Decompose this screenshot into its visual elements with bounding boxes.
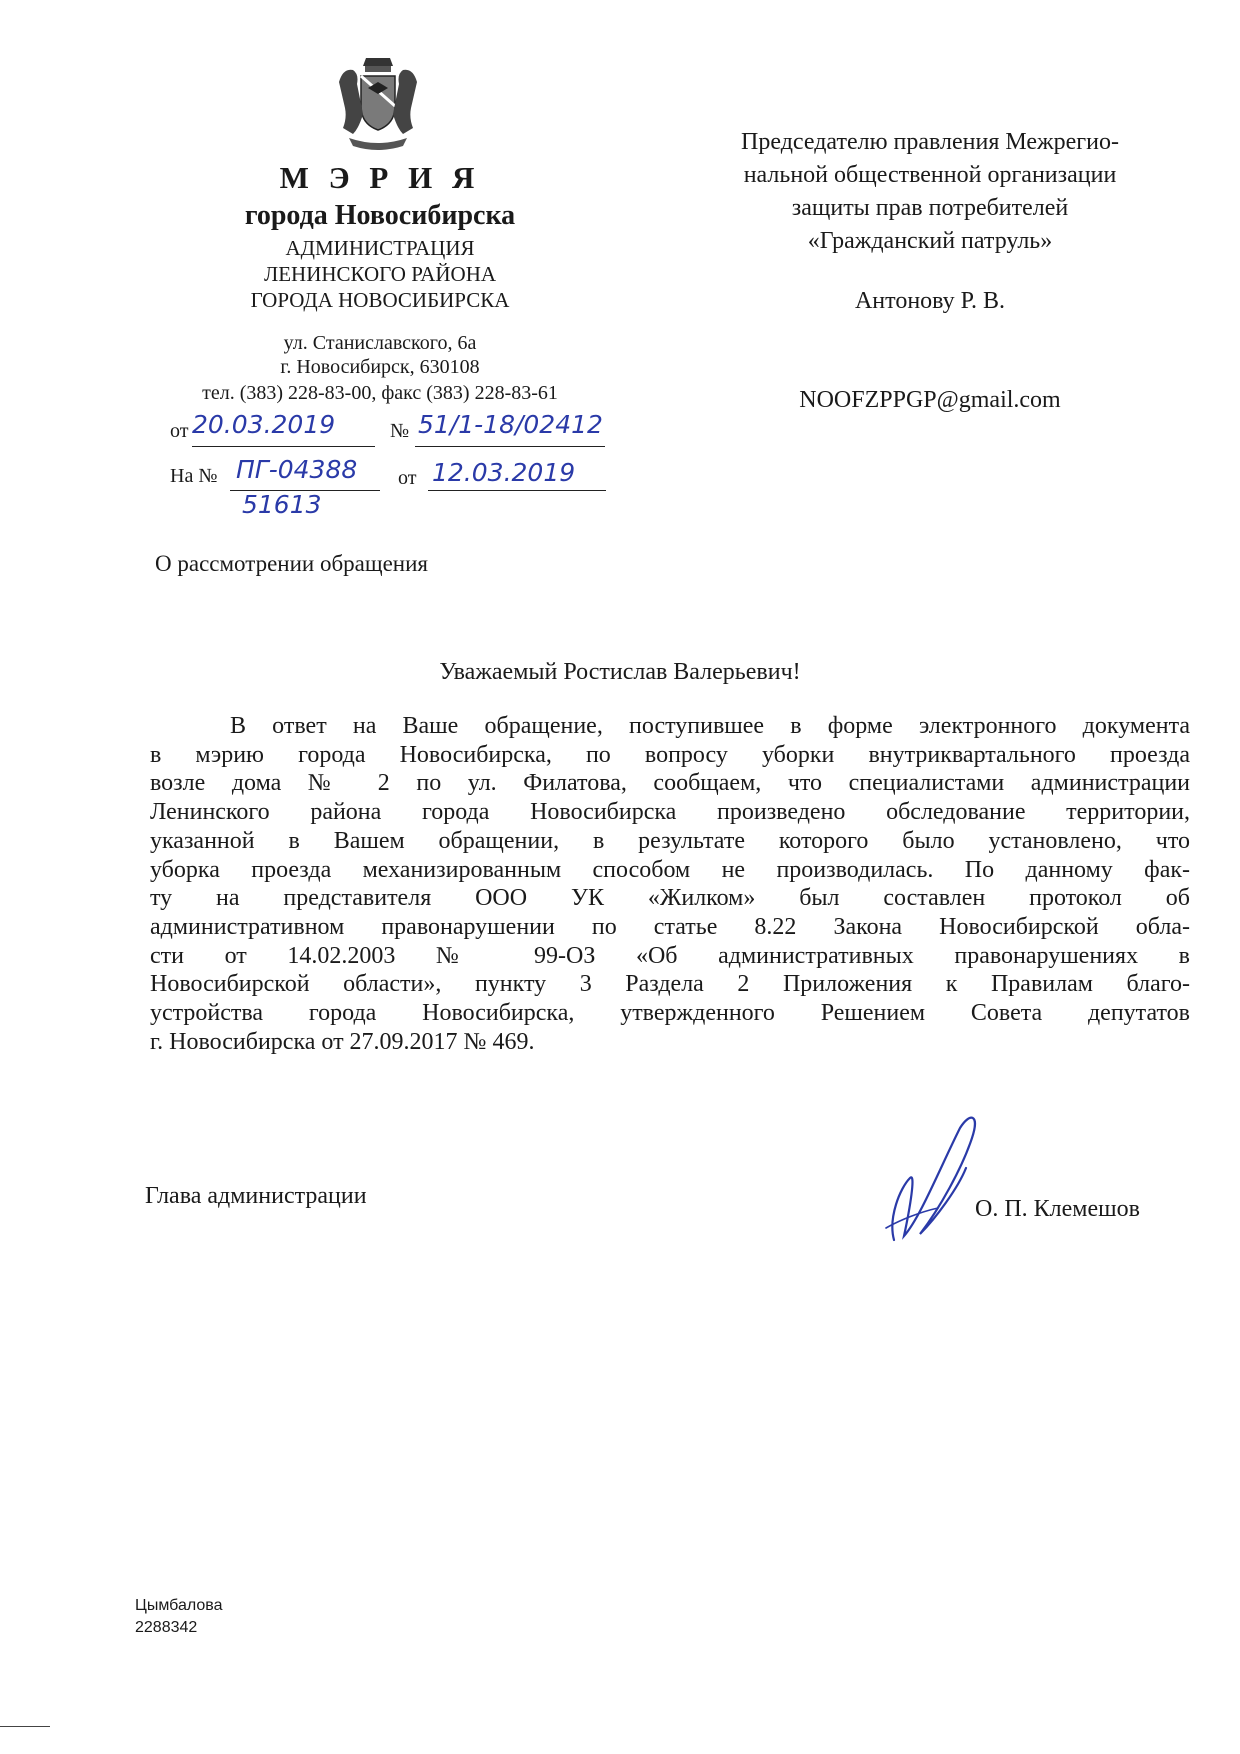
letterhead-meriya: М Э Р И Я — [279, 160, 481, 195]
addressee-line-2: нальной общественной организации — [743, 162, 1117, 188]
signature-icon — [880, 1108, 990, 1248]
addressee-line-3: защиты прав потребителей — [791, 195, 1069, 221]
signer-title: Глава администрации — [145, 1183, 367, 1209]
reg-date: 20.03.2019 — [192, 410, 336, 439]
body-line: в мэрию города Новосибирска, по вопросу уборки внутриквартального проезда — [150, 741, 1190, 768]
reg-number: 51/1-18/02412 — [418, 410, 603, 439]
reply-number-2: 51613 — [242, 490, 322, 519]
body-line: указанной в Вашем обращении, в результате которого было установлено, что — [150, 827, 1190, 854]
reply-number-label: На № — [170, 465, 218, 487]
executor-name: Цымбалова — [135, 1597, 223, 1614]
body-line: г. Новосибирска от 27.09.2017 № 469. — [150, 1028, 535, 1055]
coat-of-arms-icon — [333, 52, 423, 152]
letterhead-district: ЛЕНИНСКОГО РАЙОНА — [263, 262, 497, 286]
body-line: ту на представителя ООО УК «Жилком» был составлен протокол об — [150, 885, 1190, 912]
reply-from-label: от — [398, 467, 417, 489]
addressee-name: Антонову Р. В. — [854, 288, 1006, 314]
reply-date: 12.03.2019 — [432, 458, 576, 487]
subject-line: О рассмотрении обращения — [155, 551, 428, 576]
reply-number: ПГ-04388 — [236, 455, 358, 484]
body-line: устройства города Новосибирска, утвержденного Решением Совета депутатов — [150, 1000, 1190, 1027]
letterhead-street: ул. Станиславского, 6а — [283, 332, 477, 354]
footer-dash — [0, 1726, 50, 1727]
reg-number-label: № — [390, 420, 410, 442]
letterhead-administration: АДМИНИСТРАЦИЯ — [285, 236, 475, 260]
body-line: уборка проезда механизированным способом не производилась. По данному фак- — [150, 856, 1190, 883]
letter-body — [150, 712, 1190, 1056]
body-line: возле дома № 2 по ул. Филатова, сообщаем, что специалистами администрации — [150, 770, 1190, 797]
body-line: Новосибирской области», пункту 3 Раздела 2 Приложения к Правилам благо- — [150, 971, 1190, 998]
reg-date-line — [192, 446, 375, 447]
addressee-line-1: Председателю правления Межрегио- — [741, 129, 1119, 155]
body-line: сти от 14.02.2003 № 99-ОЗ «Об административных правонарушениях в — [150, 942, 1190, 969]
reg-from-label: от — [170, 420, 189, 442]
signer-name: О. П. Клемешов — [975, 1196, 1140, 1222]
letterhead-city-caps: ГОРОДА НОВОСИБИРСКА — [250, 288, 510, 312]
body-line: Ленинского района города Новосибирска произведено обследование территории, — [150, 799, 1190, 826]
addressee-email: NOOFZPPGP@gmail.com — [799, 387, 1061, 413]
body-line: административном правонарушении по статье 8.22 Закона Новосибирской обла- — [150, 913, 1190, 940]
executor-phone: 2288342 — [135, 1619, 198, 1636]
salutation: Уважаемый Ростислав Валерьевич! — [439, 659, 801, 685]
letterhead-postal: г. Новосибирск, 630108 — [280, 356, 480, 378]
reply-date-line — [428, 490, 606, 491]
letterhead-city: города Новосибирска — [244, 200, 516, 231]
body-line: В ответ на Ваше обращение, поступившее в форме электронного документа — [230, 713, 1190, 739]
reg-number-line — [415, 446, 605, 447]
addressee-line-4: «Гражданский патруль» — [807, 228, 1053, 254]
letterhead-phone: тел. (383) 228-83-00, факс (383) 228-83-61 — [202, 382, 558, 404]
